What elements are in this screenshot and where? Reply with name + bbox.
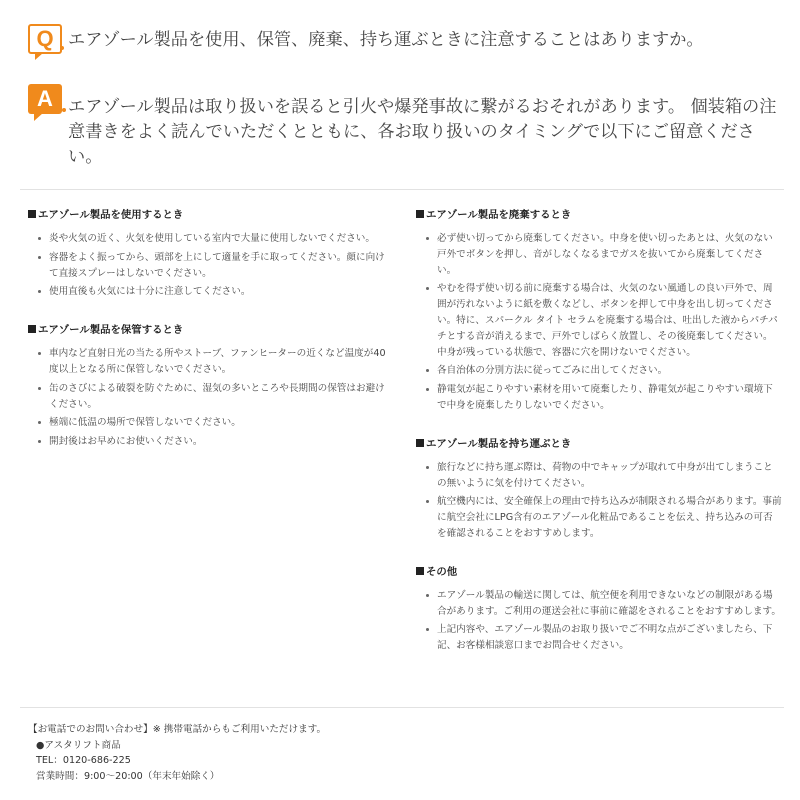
list-item: 旅行などに持ち運ぶ際は、荷物の中でキャップが取れて中身が出てしまうことの無いように気を付けてください。 xyxy=(426,460,782,492)
square-bullet-icon xyxy=(28,325,36,333)
list-item: 静電気が起こりやすい素材を用いて廃棄したり、静電気が起こりやすい環境下で中身を廃棄したりしないでください。 xyxy=(426,382,782,414)
bullet-list xyxy=(416,231,782,414)
contact-hours: 営業時間：9:00〜20:00（年末年始除く） xyxy=(36,770,220,782)
left-column xyxy=(28,207,390,472)
bullet-list xyxy=(28,346,390,450)
section-title xyxy=(416,564,782,580)
square-bullet-icon xyxy=(416,210,424,218)
answer-badge-dot xyxy=(62,108,66,112)
section-title-text: エアゾール製品を廃棄するとき xyxy=(426,209,572,221)
list-item: 極端に低温の場所で保管しないでください。 xyxy=(38,415,390,431)
list-item: 上記内容や、エアゾール製品のお取り扱いでご不明な点がございましたら、下記、お客様相談窓口までお問合せください。 xyxy=(426,622,782,654)
list-item: 車内など直射日光の当たる所やストーブ、ファンヒーターの近くなど温度が40度以上となる所に保管しないでください。 xyxy=(38,346,390,378)
right-column xyxy=(416,207,782,676)
list-item: やむを得ず使い切る前に廃棄する場合は、火気のない風通しの良い戸外で、周囲が汚れないように紙を敷くなどし、ボタンを押して中身を出し切ってください。特に、スパークル タイト セラムを廃棄する場合は、吐出した液からパチパチとする音が消えるまで、戸外でしばらく放置し、その後廃棄してください。中身が残っている状態で、容器に穴を開けないでください。 xyxy=(426,281,782,360)
list-item: 炎や火気の近く、火気を使用している室内で大量に使用しないでください。 xyxy=(38,231,390,247)
question-badge-dot xyxy=(60,46,64,50)
section-title-text: エアゾール製品を持ち運ぶとき xyxy=(426,437,572,450)
list-item: エアゾール製品の輸送に関しては、航空便を利用できないなどの制限がある場合があります。ご利用の運送会社に事前に確認をされることをおすすめします。 xyxy=(426,588,782,620)
question-row xyxy=(28,24,62,54)
section-title xyxy=(28,322,390,338)
top-divider xyxy=(20,189,784,190)
question-text: エアゾール製品を使用、保管、廃棄、持ち運ぶときに注意することはありますか。 xyxy=(68,30,704,50)
section xyxy=(416,564,782,654)
list-item: 容器をよく振ってから、頭部を上にして適量を手に取ってください。顔に向けて直接スプレーはしないでください。 xyxy=(38,250,390,282)
square-bullet-icon xyxy=(416,439,424,447)
bullet-list xyxy=(28,231,390,300)
answer-badge xyxy=(28,84,62,114)
answer-text: エアゾール製品は取り扱いを誤ると引火や爆発事故に繋がるおそれがあります。 個装箱の注意書きをよく読んでいただくとともに、各お取り扱いのタイミングで以下にご留意ください。 xyxy=(68,97,777,167)
bullet-list xyxy=(416,460,782,542)
contact-info xyxy=(28,722,326,784)
section-title-text: エアゾール製品を使用するとき xyxy=(38,209,184,221)
bullet-list xyxy=(416,588,782,654)
question-badge-label: Q xyxy=(36,26,54,51)
contact-heading: 【お電話でのお問い合わせ】※ 携帯電話からもご利用いただけます。 xyxy=(28,724,327,735)
square-bullet-icon xyxy=(28,210,36,218)
answer-badge-label: A xyxy=(37,86,53,111)
section xyxy=(416,207,782,414)
question-badge xyxy=(28,24,62,54)
list-item: 各自治体の分別方法に従ってごみに出してください。 xyxy=(426,363,782,379)
section xyxy=(416,436,782,542)
section-title xyxy=(28,207,390,223)
section xyxy=(28,322,390,450)
section-title-text: エアゾール製品を保管するとき xyxy=(38,324,184,337)
list-item: 使用直後も火気には十分に注意してください。 xyxy=(38,284,390,300)
square-bullet-icon xyxy=(416,567,424,575)
list-item: 航空機内には、安全確保上の理由で持ち込みが制限される場合があります。事前に航空会社にLPG含有のエアゾール化粧品であることを伝え、持ち込みの可否を確認されることをおすすめします。 xyxy=(426,494,782,541)
bottom-divider xyxy=(20,707,784,708)
list-item: 必ず使い切ってから廃棄してください。中身を使い切ったあとは、火気のない戸外でボタンを押し、音がしなくなるまでガスを抜いてから廃棄してください。 xyxy=(426,231,782,278)
section-title xyxy=(416,436,782,452)
list-item: 開封後はお早めにお使いください。 xyxy=(38,434,390,450)
section-title-text: その他 xyxy=(426,565,458,578)
contact-tel: TEL：0120-686-225 xyxy=(36,755,131,766)
contact-company: ●アスタリフト商品 xyxy=(36,739,121,751)
section-title xyxy=(416,207,782,223)
answer-row xyxy=(28,84,62,114)
section xyxy=(28,207,390,300)
list-item: 缶のさびによる破裂を防ぐために、湿気の多いところや長期間の保管はお避けください。 xyxy=(38,381,390,413)
